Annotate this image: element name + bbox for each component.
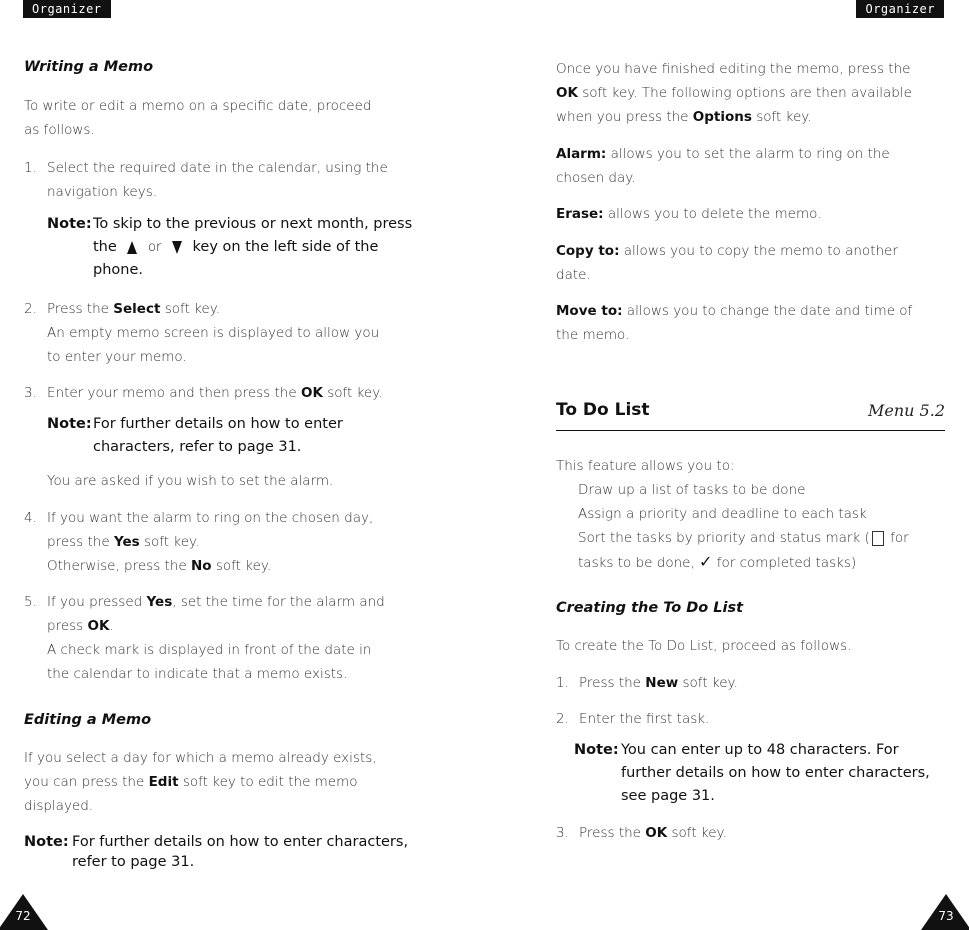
step-line: If you want the alarm to ring on the chosen day, (47, 510, 374, 526)
step-line: Select the required date in the calendar, using the (47, 160, 388, 176)
step-text: press (47, 618, 84, 634)
step-number: 5. (24, 594, 37, 610)
step-4 (24, 506, 424, 578)
step-2 (24, 297, 424, 369)
note-48-characters (574, 739, 954, 809)
option-text: allows you to change the date and time of (626, 303, 913, 319)
step-line: navigation keys. (47, 184, 158, 200)
step-number: 3. (556, 825, 569, 841)
new-key-label: New (645, 675, 679, 691)
ok-key-label: OK (645, 825, 668, 841)
yes-key-label: Yes (113, 534, 140, 550)
no-key-label: No (190, 558, 212, 574)
option-text: allows you to copy the memo to another (623, 243, 898, 259)
step-number: 1. (556, 675, 569, 691)
step-number: 2. (556, 711, 569, 727)
todo-title: To Do List (556, 400, 650, 420)
step-text: soft key. (671, 825, 727, 841)
step-number: 3. (24, 385, 37, 401)
writing-memo-heading: Writing a Memo (24, 59, 154, 75)
option-title: Alarm: (556, 146, 607, 162)
select-key-label: Select (113, 301, 161, 317)
step-1 (24, 156, 424, 204)
step-text: Press the (579, 675, 641, 691)
para-line: If you select a day for which a memo already exists, (24, 750, 377, 766)
para-line: displayed. (24, 798, 94, 814)
option-text: allows you to delete the memo. (607, 206, 822, 222)
step-text: soft key. (215, 558, 272, 574)
creating-todo-heading: Creating the To Do List (556, 600, 744, 616)
note-skip-month (47, 213, 417, 283)
step-text: , set the time for the alarm and (172, 594, 385, 610)
editing-memo-heading: Editing a Memo (24, 712, 152, 728)
step-5 (24, 590, 434, 686)
note-line: You can enter up to 48 characters. For (621, 742, 899, 758)
note-line: For further details on how to enter characters, (72, 834, 409, 850)
create-step-2 (556, 707, 956, 731)
option-line: chosen day. (556, 170, 636, 186)
step-text: Enter your memo and then press the (47, 385, 297, 401)
ok-key-label: OK (300, 385, 323, 401)
para-text: soft key to edit the memo (182, 774, 358, 790)
page-number-left: 72 (15, 909, 31, 923)
note-line: further details on how to enter characters, (621, 765, 930, 781)
para-text: you can press the (24, 774, 145, 790)
alarm-question: You are asked if you wish to set the alarm. (47, 473, 334, 489)
step-text: Enter the first task. (579, 711, 710, 727)
step-text: . (109, 618, 114, 634)
note-label: Note: (47, 416, 92, 432)
option-title: Move to: (556, 303, 623, 319)
note-line: phone. (93, 262, 143, 278)
note-label: Note: (24, 834, 69, 850)
editing-paragraph (24, 746, 434, 818)
todo-section-header (556, 398, 945, 431)
feature-text: Sort the tasks by priority and status mark ( (578, 530, 870, 546)
note-text: the (93, 239, 117, 255)
note-label: Note: (47, 216, 92, 232)
step-number: 1. (24, 160, 37, 176)
note-line: For further details on how to enter (93, 416, 343, 432)
header-tab-left: Organizer (23, 0, 111, 18)
step-line: An empty memo screen is displayed to allow you (47, 325, 380, 341)
option-title: Copy to: (556, 243, 620, 259)
create-intro: To create the To Do List, proceed as follows. (556, 638, 852, 654)
option-text: allows you to set the alarm to ring on the (610, 146, 890, 162)
option-copy (556, 239, 956, 287)
para-text: soft key. (756, 109, 812, 125)
check-mark-icon: ✓ (699, 552, 713, 571)
step-text: press the (47, 534, 110, 550)
step-line: A check mark is displayed in front of the date in (47, 642, 372, 658)
checkbox-icon (872, 531, 884, 546)
ok-key-label: OK (556, 85, 578, 101)
feature-text: for (890, 530, 909, 546)
step-text: soft key. (682, 675, 738, 691)
step-text: If you pressed (47, 594, 143, 610)
feature-text: for completed tasks) (716, 555, 857, 571)
create-step-1 (556, 671, 956, 695)
step-text: Otherwise, press the (47, 558, 187, 574)
feature-item: Assign a priority and deadline to each task (578, 506, 867, 522)
edit-key-label: Edit (148, 774, 179, 790)
note-text: key on the left side of the (192, 239, 379, 255)
todo-features (556, 454, 956, 575)
option-move (556, 299, 956, 347)
options-intro (556, 57, 956, 129)
step-text: Press the (47, 301, 109, 317)
para-line: Once you have finished editing the memo, press the (556, 61, 911, 77)
step-line: to enter your memo. (47, 349, 187, 365)
page-number-right: 73 (938, 909, 954, 923)
note-line: To skip to the previous or next month, press (93, 216, 413, 232)
note-characters (47, 413, 417, 461)
note-label: Note: (574, 742, 619, 758)
step-text: soft key. (327, 385, 383, 401)
step-text: Press the (579, 825, 641, 841)
step-text: soft key. (143, 534, 200, 550)
step-text: soft key. (164, 301, 221, 317)
note-text: or (148, 240, 162, 255)
option-erase (556, 202, 956, 226)
option-title: Erase: (556, 206, 604, 222)
para-line: This feature allows you to: (556, 458, 735, 474)
down-arrow-icon (172, 241, 182, 254)
ok-key-label: OK (87, 618, 110, 634)
intro-line: To write or edit a memo on a specific date, proceed (24, 98, 372, 114)
intro-line: as follows. (24, 122, 95, 138)
note-line: characters, refer to page 31. (93, 439, 302, 455)
step-number: 4. (24, 510, 37, 526)
intro-paragraph (24, 94, 371, 142)
note-line: refer to page 31. (72, 854, 195, 870)
option-line: date. (556, 267, 591, 283)
option-line: the memo. (556, 327, 630, 343)
up-arrow-icon (127, 241, 137, 254)
note-edit-characters (24, 831, 434, 877)
feature-text: tasks to be done, (578, 555, 695, 571)
para-text: soft key. The following options are then available (582, 85, 912, 101)
create-step-3 (556, 821, 956, 845)
header-tab-right: Organizer (856, 0, 944, 18)
para-text: when you press the (556, 109, 689, 125)
step-number: 2. (24, 301, 37, 317)
note-line: see page 31. (621, 788, 715, 804)
step-3 (24, 381, 424, 405)
option-alarm (556, 142, 956, 190)
options-key-label: Options (692, 109, 752, 125)
step-line: the calendar to indicate that a memo exists. (47, 666, 348, 682)
feature-item: Draw up a list of tasks to be done (578, 482, 806, 498)
menu-reference: Menu 5.2 (868, 401, 945, 420)
yes-key-label: Yes (146, 594, 173, 610)
